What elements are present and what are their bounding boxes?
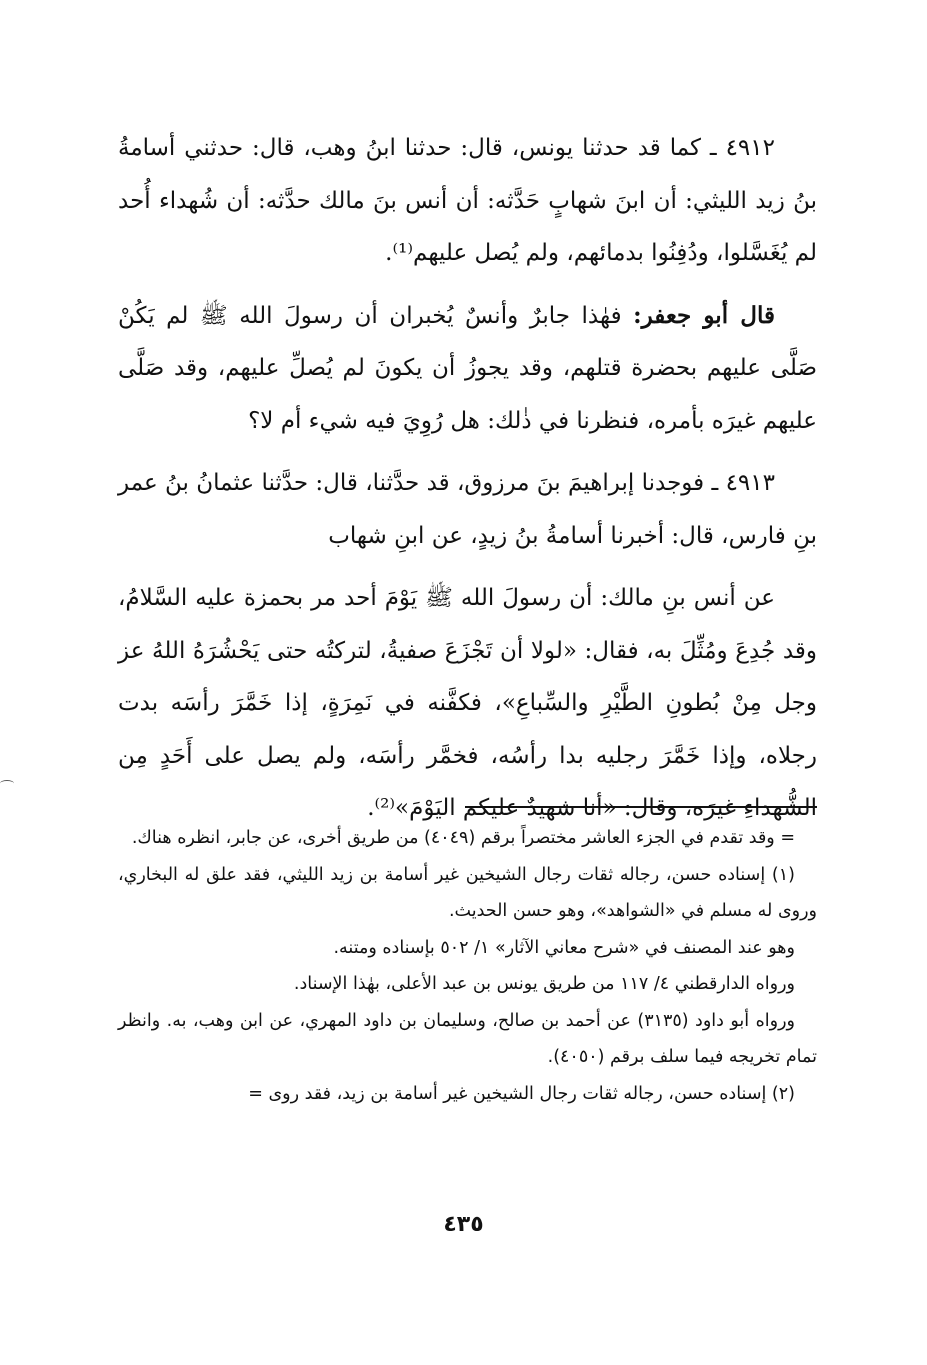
hadith-4913-chain: ٤٩١٣ ـ فوجدنا إبراهيمَ بنَ مرزوق، قد حدَّثنا، قال: حدَّثنا عثمانُ بنُ عمر بنِ فارس، قال: أخبرنا أسامةُ بنُ زيدٍ، عن ابنِ شهاب	[118, 470, 817, 549]
page-number: ٤٣٥	[443, 1212, 484, 1237]
footnote-1-source-c: ورواه أبو داود (٣١٣٥) عن أحمد بن صالح، وسليمان بن داود المهري، عن ابن وهب، به. وانظر تمام تخريجه فيما سلف برقم (٤٠٥٠).	[118, 1010, 817, 1067]
abu-jafar-commentary: قال أبو جعفر: فهٰذا جابرٌ وأنسٌ يُخبران أن رسولَ الله ﷺ لم يَكُنْ صَلَّى عليهم بحضرة قتلهم، وقد يجوزُ أن يكونَ لم يُصلِّ عليهم، وقد صَلَّى عليهم غيرَه بأمره، فنظرنا في ذٰلك: هل رُوِيَ فيه شيء أم لا؟	[118, 301, 817, 434]
footnote-2: (٢) إسناده حسن، رجاله ثقات رجال الشيخين غير أسامة بن زيد، فقد روى =	[248, 1083, 795, 1104]
footnote-continuation: = وقد تقدم في الجزء العاشر مختصراً برقم (٤٠٤٩) من طريق أخرى، عن جابر، انظره هناك.	[131, 828, 795, 848]
margin-scan-mark	[0, 780, 14, 787]
footnote-1-source-a: وهو عند المصنف في «شرح معاني الآثار» ١/ ٥٠٢ بإسناده ومتنه.	[333, 937, 795, 958]
footnote-separator	[465, 806, 817, 808]
hadith-4912: ٤٩١٢ ـ كما قد حدثنا يونس، قال: حدثنا ابنُ وهب، قال: حدثني أسامةُ بنُ زيد الليثي: أن ابنَ شهابٍ حَدَّثه: أن أنس بنَ مالك حدَّثه: أن شُهداء أُحد لم يُغَسَّلوا، ودُفِنُوا بدمائهم، ولم يُصل عليهم⁽¹⁾.	[118, 135, 817, 266]
footnote-1: (١) إسناده حسن، رجاله ثقات رجال الشيخين غير أسامة بن زيد الليثي، فقد علق له البخاري، وروى له مسلم في «الشواهد»، وهو حسن الحديث.	[118, 864, 817, 921]
footnote-1-source-b: ورواه الدارقطني ٤/ ١١٧ من طريق يونس بن عبد الأعلى، بهٰذا الإسناد.	[293, 974, 795, 994]
main-text	[118, 122, 817, 835]
abu-jafar-label: قال أبو جعفر:	[633, 301, 775, 329]
footnotes	[118, 820, 817, 1112]
hadith-4913-text: عن أنس بنِ مالك: أن رسولَ الله ﷺ يَوْمَ أحد مر بحمزة عليه السَّلامُ، وقد جُدِعَ ومُثِّلَ به، فقال: «لولا أن تَجْزَعَ صفيةُ، لتركتُه حتى يَحْشُرَهُ اللهُ عز وجل مِنْ بُطونِ الطَّيْرِ والسِّباعِ»، فكفَّنه في نَمِرَةٍ، إذا خَمَّرَ رأسَه بدت رجلاه، وإذا خَمَّرَ رجليه بدا رأسُه، فخمَّر رأسَه، ولم يصل على أَحَدٍ مِن الشُّهداءِ غيرَه، وقال: «أنا شهيدٌ عليكم اليَوْمَ»⁽²⁾.	[118, 585, 817, 821]
